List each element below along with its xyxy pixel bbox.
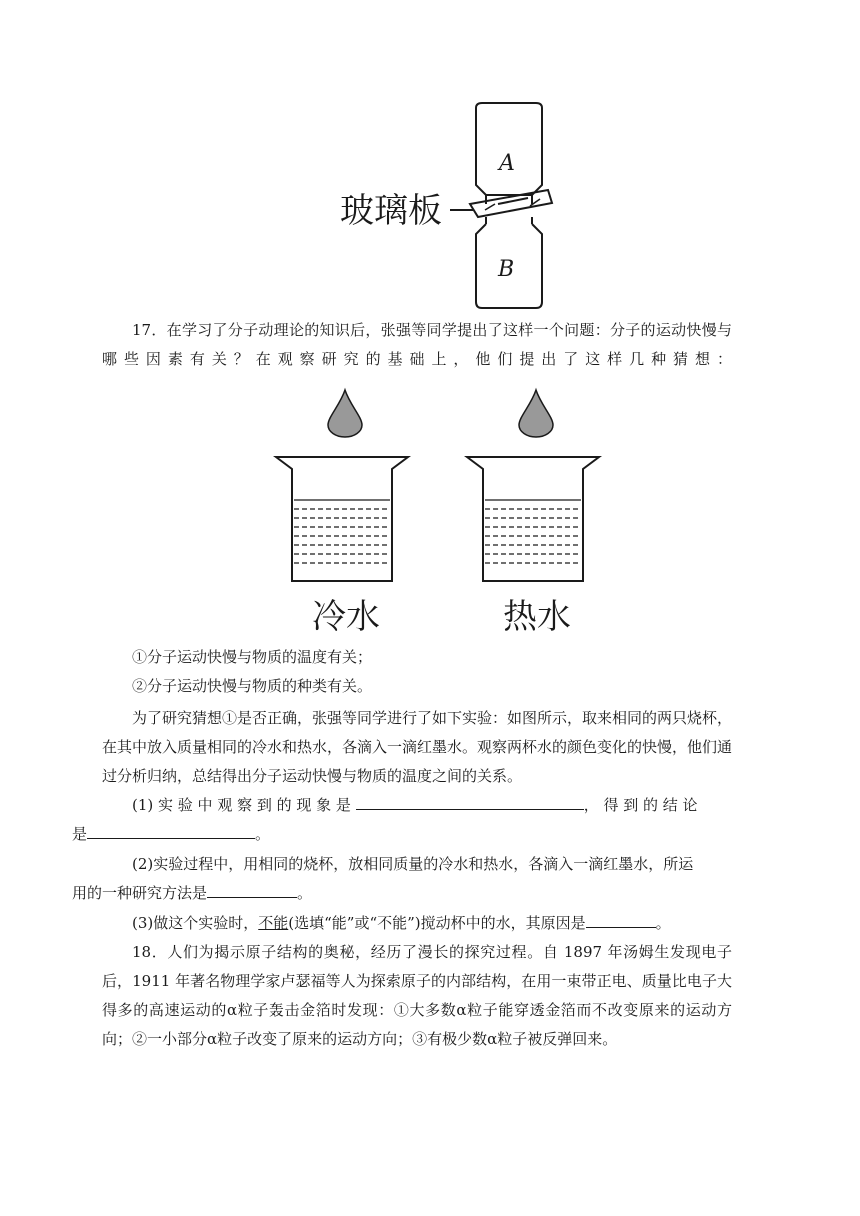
q17-intro: 17．在学习了分子动理论的知识后，张强等同学提出了这样一个问题：分子的运动快慢与哪些因素有关？在观察研究的基础上，他们提出了这样几种猜想： xyxy=(102,321,732,368)
answer-blank-conclusion[interactable] xyxy=(87,822,255,839)
experiment-description: 为了研究猜想①是否正确，张强等同学进行了如下实验：如图所示，取来相同的两只烧杯，在其中放入质量相同的冷水和热水，各滴入一滴红墨水。观察两杯水的颜色变化的快慢，他们通过分析归纳，总结得出分子运动快慢与物质的温度之间的关系。 xyxy=(102,709,733,785)
hypothesis-2: ②分子运动快慢与物质的种类有关。 xyxy=(132,677,373,695)
ink-drop-left xyxy=(328,390,362,437)
label-hot-water: 热水 xyxy=(503,597,571,635)
sub-question-1: (1) 实 验 中 观 察 到 的 现 象 是 ， 得 到 的 结 论 是 。 xyxy=(102,791,732,849)
label-plate: 玻璃板 xyxy=(340,191,442,231)
label-cold-water: 冷水 xyxy=(312,597,380,635)
answer-blank-phenomenon[interactable] xyxy=(356,793,584,810)
label-b: B xyxy=(498,257,515,282)
answer-blank-reason[interactable] xyxy=(586,911,656,928)
sub-question-3: (3)做这个实验时，不能(选填“能”或“不能”)搅动杯中的水，其原因是 。 xyxy=(102,909,732,938)
beaker-figure xyxy=(270,385,620,635)
label-a: A xyxy=(499,151,515,176)
filled-answer-cannot: 不能 xyxy=(258,914,289,932)
answer-blank-method[interactable] xyxy=(207,881,297,898)
water-lines-cold xyxy=(294,500,390,563)
water-lines-hot xyxy=(485,500,581,563)
q17-intro-line1 xyxy=(102,316,732,374)
bottle-diffusion-figure xyxy=(330,100,570,315)
ink-drop-right xyxy=(519,390,553,437)
sub-question-2: (2)实验过程中，用相同的烧杯，放相同质量的冷水和热水，各滴入一滴红墨水，所运 用的一种研究方法是 。 xyxy=(72,855,694,902)
q18-text: 18．人们为揭示原子结构的奥秘，经历了漫长的探究过程。自 1897 年汤姆生发现电子后，1911 年著名物理学家卢瑟福等人为探索原子的内部结构，在用一束带正电、质量比电子大得多的高速运动的α粒子轰击金箔时发现：①大多数α粒子能穿透金箔而不改变原来的运动方向；②一小部分α粒子改变了原来的运动方向；③有极少数α粒子被反弹回来。 xyxy=(102,943,732,1048)
hypothesis-1: ①分子运动快慢与物质的温度有关； xyxy=(132,648,373,666)
